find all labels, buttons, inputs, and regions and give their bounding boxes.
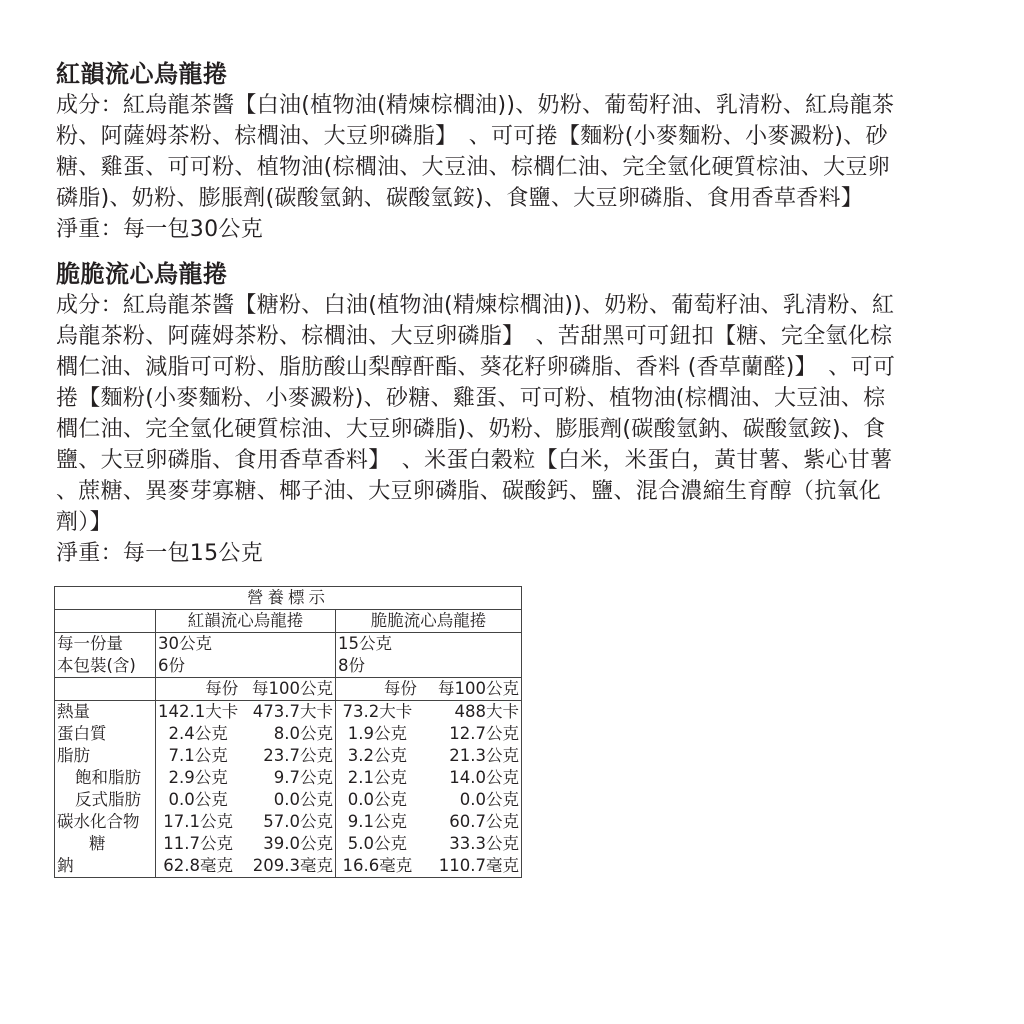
nutrient-value: 2.4公克 [168,724,228,743]
nutrient-value: 9.1公克 [347,812,408,831]
nutrient-name: 熱量 [55,701,156,724]
nutrient-value: 0.0公克 [419,789,522,811]
nutrient-value: 62.8毫克 [156,855,241,878]
unit-header-row [55,678,522,701]
product2-section [56,258,976,569]
nutrient-row [55,701,522,724]
nutrient-row [55,723,522,745]
product2-title: 脆脆流心烏龍捲 [56,260,228,288]
nutrient-value: 57.0公克 [240,811,335,833]
nutrient-value: 39.0公克 [240,833,335,855]
serving-size-label: 每一份量 [55,633,156,656]
product1-net-weight: 淨重：每一包30公克 [56,217,263,242]
product2-ingredients-line: 劑）】 [56,510,112,535]
col1-per-100g-header: 每100公克 [240,678,335,701]
nutrient-value: 3.2公克 [347,746,408,765]
nutrient-value: 1.9公克 [347,724,408,743]
product2-ingredients-line: 櫚仁油、減脂可可粉、脂肪酸山梨醇酐酯、葵花籽卵磷脂、香料 (香草蘭醛)】 、可可 [56,355,896,380]
nutrient-value: 209.3毫克 [240,855,335,878]
product1-ingredients-line: 磷脂)、奶粉、膨脹劑(碳酸氫鈉、碳酸氫銨)、食鹽、大豆卵磷脂、食用香草香料】 [56,186,864,211]
nutrient-name: 飽和脂肪 [55,767,156,789]
product2-net-weight: 淨重：每一包15公克 [56,541,263,566]
col2-serving-size: 15公克 [336,633,522,656]
nutrient-value: 33.3公克 [419,833,522,855]
col2-servings: 8份 [336,655,522,678]
col1-serving-size: 30公克 [156,633,336,656]
nutrient-name: 反式脂肪 [55,789,156,811]
nutrient-value: 73.2大卡 [342,702,413,721]
col2-product-name: 脆脆流心烏龍捲 [336,610,522,633]
nutrient-value: 0.0公克 [168,790,228,809]
nutrition-product-header-row [55,610,522,633]
nutrient-value: 2.1公克 [347,768,408,787]
product2-ingredients-line: 捲【麵粉(小麥麵粉、小麥澱粉)、砂糖、雞蛋、可可粉、植物油(棕櫚油、大豆油、棕 [56,386,886,411]
product1-title: 紅韻流心烏龍捲 [56,60,228,88]
product1-ingredients-line: 成分：紅烏龍茶醬【白油(植物油(精煉棕櫚油))、奶粉、葡萄籽油、乳清粉、紅烏龍茶 [56,93,895,118]
product2-ingredients-line: 鹽、大豆卵磷脂、食用香草香料】 、米蛋白穀粒【白米，米蛋白，黃甘薯、紫心甘薯 [56,448,893,473]
product2-ingredients-line: 、蔗糖、異麥芽寡糖、椰子油、大豆卵磷脂、碳酸鈣、鹽、混合濃縮生育醇（抗氧化 [56,479,882,504]
nutrient-value: 12.7公克 [419,723,522,745]
nutrient-value: 0.0公克 [240,789,335,811]
nutrient-value: 7.1公克 [168,746,228,765]
nutrient-value: 11.7公克 [163,834,234,853]
nutrient-value: 488大卡 [419,701,522,724]
product1-ingredients-line: 粉、阿薩姆茶粉、棕櫚油、大豆卵磷脂】 、可可捲【麵粉(小麥麵粉、小麥澱粉)、砂 [56,124,888,149]
nutrient-row [55,767,522,789]
nutrient-value: 17.1公克 [163,812,234,831]
nutrient-row [55,833,522,855]
nutrient-value: 9.7公克 [240,767,335,789]
col1-product-name: 紅韻流心烏龍捲 [156,610,336,633]
nutrient-value: 142.1大卡 [158,702,239,721]
serving-size-row [55,633,522,656]
col2-per-100g-header: 每100公克 [419,678,522,701]
product1-ingredients-line: 糖、雞蛋、可可粉、植物油(棕櫚油、大豆油、棕櫚仁油、完全氫化硬質棕油、大豆卵 [56,155,890,180]
nutrient-row [55,855,522,878]
nutrient-row [55,811,522,833]
nutrient-name: 鈉 [55,855,156,878]
nutrition-title-row [55,587,522,610]
nutrient-value: 8.0公克 [240,723,335,745]
product1-section [56,58,976,245]
nutrient-value: 60.7公克 [419,811,522,833]
nutrient-value: 0.0公克 [347,790,408,809]
col1-servings: 6份 [156,655,336,678]
nutrient-value: 5.0公克 [347,834,408,853]
nutrient-value: 16.6毫克 [336,855,419,878]
servings-per-package-label: 本包裝(含) [55,655,156,678]
nutrient-name: 脂肪 [55,745,156,767]
nutrient-value: 2.9公克 [168,768,228,787]
nutrient-value: 473.7大卡 [240,701,335,724]
nutrient-value: 110.7毫克 [419,855,522,878]
nutrient-name: 糖 [55,833,156,855]
nutrition-rows [55,701,522,878]
nutrient-value: 23.7公克 [240,745,335,767]
nutrition-title: 營養標示 [55,587,522,610]
nutrient-name: 碳水化合物 [55,811,156,833]
nutrient-value: 14.0公克 [419,767,522,789]
servings-per-package-row [55,655,522,678]
nutrient-row [55,745,522,767]
col1-per-serving-header: 每份 [156,678,241,701]
product2-ingredients-line: 烏龍茶粉、阿薩姆茶粉、棕櫚油、大豆卵磷脂】 、苦甜黑可可鈕扣【糖、完全氫化棕 [56,324,893,349]
nutrition-table [54,586,522,878]
nutrient-name: 蛋白質 [55,723,156,745]
product2-ingredients-line: 成分：紅烏龍茶醬【糖粉、白油(植物油(精煉棕櫚油))、奶粉、葡萄籽油、乳清粉、紅 [56,293,895,318]
nutrient-row [55,789,522,811]
product2-ingredients-line: 櫚仁油、完全氫化硬質棕油、大豆卵磷脂)、奶粉、膨脹劑(碳酸氫鈉、碳酸氫銨)、食 [56,417,886,442]
col2-per-serving-header: 每份 [336,678,419,701]
nutrient-value: 21.3公克 [419,745,522,767]
